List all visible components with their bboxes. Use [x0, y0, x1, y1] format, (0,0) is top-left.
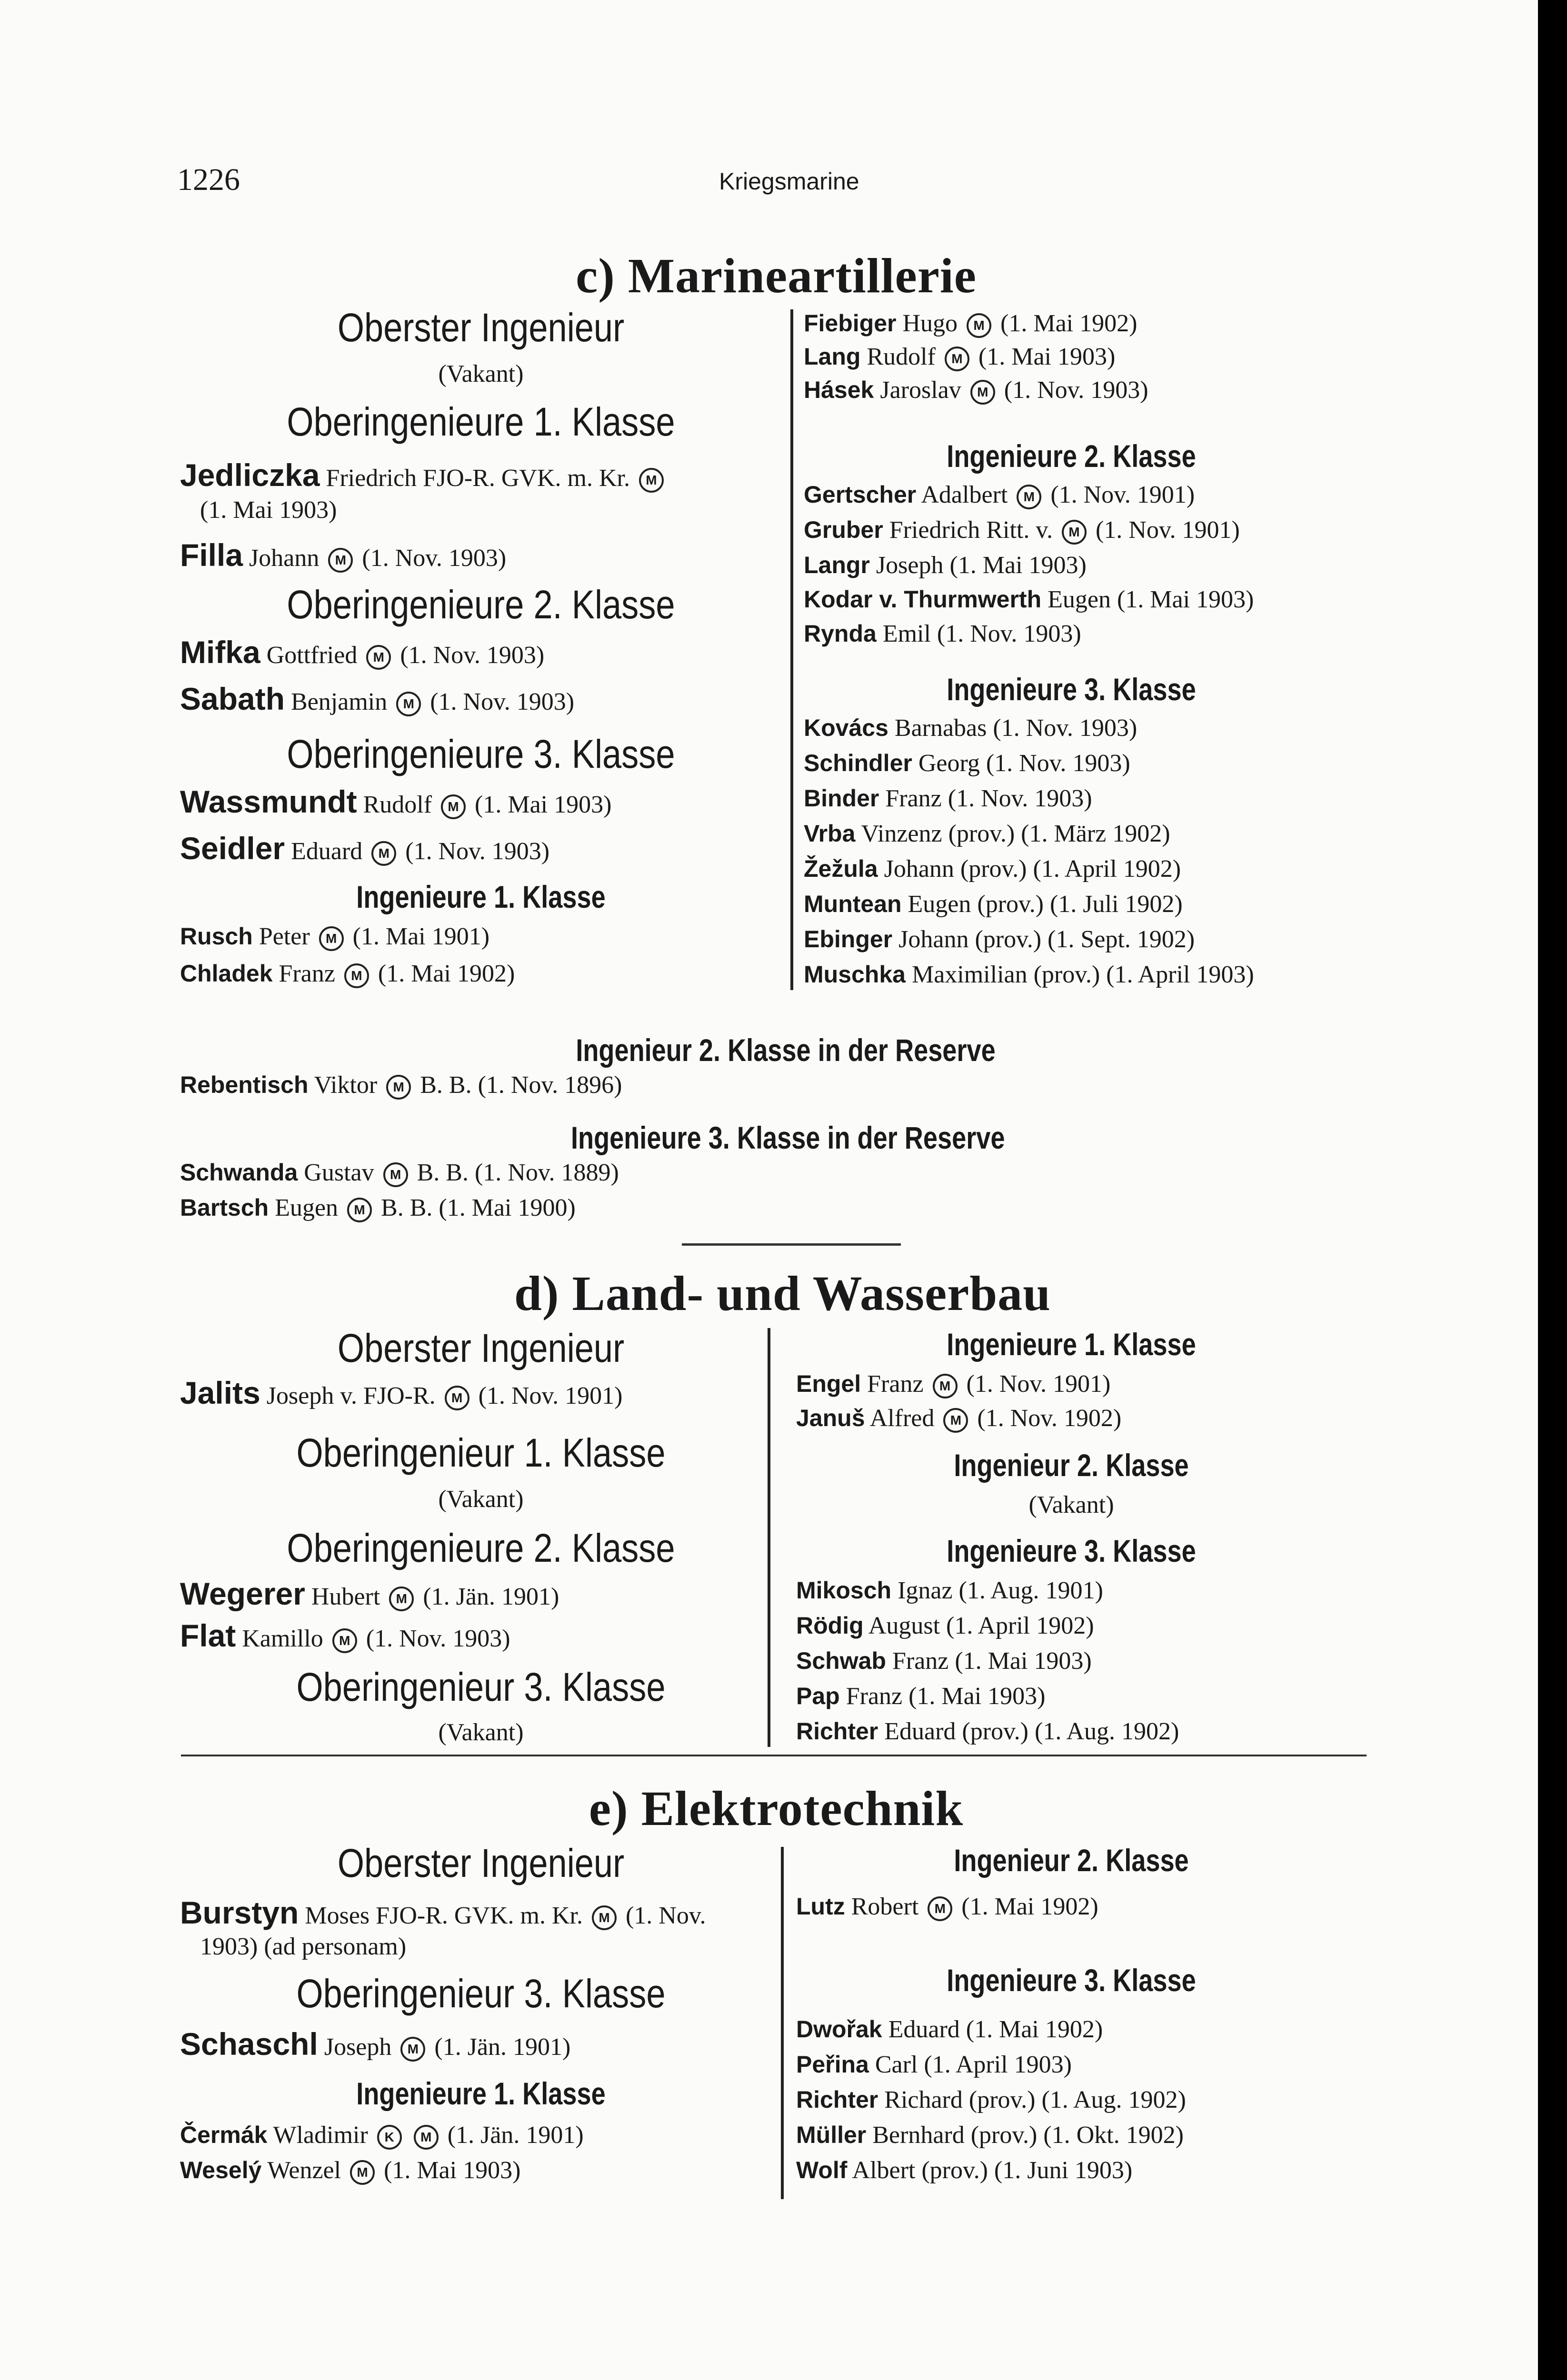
date: (1. Nov. 1903)	[362, 545, 507, 572]
section-title-e: e) Elektrotechnik	[589, 1781, 964, 1836]
c-vakant-1: (Vakant)	[438, 360, 524, 387]
entry-chladek	[180, 960, 515, 988]
date: (1. Jän. 1901)	[423, 1583, 559, 1610]
details: Friedrich FJO-R. GVK. m. Kr.	[326, 465, 630, 492]
c-heading-reserve-3: Ingenieure 3. Klasse in der Reserve	[571, 1120, 1005, 1155]
entry-burstyn-line2: 1903) (ad personam)	[200, 1933, 407, 1960]
details: Benjamin	[291, 688, 388, 715]
name: Rynda	[804, 620, 877, 647]
name: Langr	[804, 552, 870, 578]
m-badge-icon: M	[386, 1075, 411, 1100]
entry-vrba	[804, 820, 1170, 848]
name: Wolf	[796, 2157, 848, 2183]
details: Eugen (1. Mai 1903)	[1048, 586, 1254, 613]
entry-perina	[796, 2051, 1072, 2079]
date: (1. Nov. 1901)	[966, 1370, 1111, 1398]
details: Johann	[249, 545, 319, 572]
entry-schwab	[796, 1647, 1092, 1675]
d-heading-ober-1: Oberingenieur 1. Klasse	[296, 1430, 666, 1475]
details: Gottfried	[266, 642, 358, 669]
date: (1. Jän. 1901)	[434, 2033, 571, 2061]
details: Ignaz (1. Aug. 1901)	[898, 1577, 1103, 1604]
entry-muller	[796, 2121, 1184, 2149]
name: Vrba	[804, 820, 856, 847]
entry-ebinger	[804, 925, 1195, 953]
details: Jaroslav	[880, 377, 961, 404]
e-right-heading-ing-2: Ingenieur 2. Klasse	[954, 1843, 1189, 1878]
name: Wassmundt	[180, 784, 357, 819]
c-heading-reserve-2: Ingenieur 2. Klasse in der Reserve	[576, 1032, 996, 1068]
details: Robert	[851, 1893, 919, 1920]
date: (1. Nov. 1901)	[1050, 481, 1195, 508]
name: Sabath	[180, 681, 285, 716]
date: (1. Mai 1901)	[352, 923, 490, 950]
details: Moses FJO-R. GVK. m. Kr.	[305, 1902, 583, 1929]
name: Muntean	[804, 891, 902, 917]
d-vakant-2: (Vakant)	[438, 1486, 524, 1513]
details: Wenzel	[267, 2157, 341, 2184]
date: (1. Mai 1903)	[978, 343, 1116, 370]
m-badge-icon: M	[943, 1408, 968, 1433]
date: (1. Nov. 1901)	[1095, 516, 1240, 544]
entry-wolf	[796, 2156, 1132, 2184]
entry-schindler	[804, 749, 1130, 777]
details: Joseph	[324, 2033, 392, 2061]
section-title-d: d) Land- und Wasserbau	[514, 1266, 1051, 1321]
m-badge-icon: M	[928, 1896, 952, 1921]
entry-wegerer	[180, 1576, 559, 1612]
date: (1. Nov. 1903)	[1004, 377, 1148, 404]
column-divider-d	[768, 1328, 770, 1747]
entry-lang	[804, 343, 1115, 371]
date: (1. Nov. 1903)	[400, 642, 545, 669]
entry-langr	[804, 551, 1087, 579]
details: Friedrich Ritt. v.	[889, 516, 1053, 544]
d-heading-ober-3: Oberingenieur 3. Klasse	[296, 1665, 666, 1709]
name: Schaschl	[180, 2026, 318, 2062]
entry-wassmundt	[180, 783, 611, 820]
date: B. B. (1. Nov. 1889)	[417, 1159, 619, 1186]
date: (1. Jän. 1901)	[447, 2122, 584, 2149]
entry-flat	[180, 1617, 510, 1654]
column-divider-c	[790, 309, 793, 990]
entry-schaschl	[180, 2026, 570, 2062]
name: Bartsch	[180, 1194, 269, 1221]
m-badge-icon: M	[383, 1162, 408, 1187]
entry-fiebiger	[804, 309, 1137, 338]
date: (1. Mai 1902)	[378, 960, 515, 987]
details: Gustav	[304, 1159, 374, 1186]
details: Hubert	[311, 1583, 380, 1610]
date: (1. Mai 1903)	[475, 791, 612, 818]
date: (1. Nov. 1902)	[977, 1405, 1122, 1432]
entry-seidler	[180, 830, 549, 866]
d-heading-oberster: Oberster Ingenieur	[337, 1326, 625, 1370]
entry-zezula	[804, 855, 1181, 883]
details: Johann (prov.) (1. April 1902)	[884, 855, 1181, 883]
entry-richter-richard	[796, 2086, 1186, 2114]
details: Eduard (1. Mai 1902)	[888, 2016, 1103, 2043]
details: Wladimir	[273, 2122, 368, 2149]
entry-rusch	[180, 922, 489, 951]
entry-gruber	[804, 516, 1240, 545]
m-badge-icon: M	[414, 2125, 439, 2150]
name: Jedliczka	[180, 457, 320, 493]
details: Joseph v. FJO-R.	[266, 1382, 436, 1409]
name: Ebinger	[804, 926, 893, 952]
name: Pap	[796, 1683, 840, 1709]
section-divider-2	[181, 1755, 1367, 1756]
d-right-heading-ing-2: Ingenieur 2. Klasse	[954, 1448, 1189, 1483]
name: Lutz	[796, 1893, 845, 1920]
m-badge-icon: M	[319, 926, 344, 951]
date: (1. Nov. 1903)	[366, 1625, 510, 1652]
details: Adalbert	[921, 481, 1008, 508]
details: Franz	[279, 960, 335, 987]
name: Mifka	[180, 635, 260, 670]
name: Wegerer	[180, 1576, 305, 1611]
m-badge-icon: M	[639, 468, 664, 493]
d-right-vakant: (Vakant)	[1028, 1491, 1114, 1518]
details: Franz	[867, 1370, 924, 1398]
details: Viktor	[314, 1071, 378, 1099]
name: Richter	[796, 2086, 878, 2113]
name: Dwořak	[796, 2016, 882, 2043]
m-badge-icon: M	[389, 1587, 414, 1611]
m-badge-icon: M	[347, 1198, 372, 1222]
e-heading-oberster: Oberster Ingenieur	[337, 1841, 625, 1885]
date: B. B. (1. Nov. 1896)	[420, 1071, 622, 1099]
m-badge-icon: M	[396, 692, 421, 716]
d-heading-ober-2: Oberingenieure 2. Klasse	[287, 1526, 675, 1570]
entry-sabath	[180, 681, 574, 717]
date: (1. Mai 1903)	[384, 2157, 521, 2184]
entry-pap	[796, 1682, 1046, 1710]
m-badge-icon: M	[366, 645, 391, 670]
name: Januš	[796, 1405, 865, 1431]
name: Muschka	[804, 961, 906, 988]
column-divider-e	[781, 1847, 784, 2199]
details: Rudolf	[363, 791, 432, 818]
entry-mikosch	[796, 1577, 1103, 1605]
entry-cermak	[180, 2121, 584, 2150]
name: Gruber	[804, 516, 883, 543]
section-divider-1	[682, 1243, 901, 1246]
details: Johann (prov.) (1. Sept. 1902)	[898, 926, 1195, 953]
date: (1. Mai 1902)	[961, 1893, 1098, 1920]
name: Jalits	[180, 1375, 260, 1410]
name: Engel	[796, 1370, 861, 1397]
name: Seidler	[180, 831, 285, 866]
m-badge-icon: M	[592, 1905, 617, 1930]
c-heading-ing-1: Ingenieure 1. Klasse	[356, 879, 606, 914]
date: (1. Nov.	[625, 1902, 706, 1929]
name: Chladek	[180, 960, 273, 987]
c-right-heading-ing-3: Ingenieure 3. Klasse	[947, 672, 1196, 707]
date: (1. Mai 1902)	[1000, 310, 1138, 337]
d-vakant-4: (Vakant)	[438, 1719, 524, 1746]
name: Mikosch	[796, 1577, 892, 1604]
details: Eugen	[275, 1194, 339, 1221]
m-badge-icon: M	[344, 963, 369, 988]
k-badge-icon: K	[377, 2125, 402, 2150]
details: Franz (1. Mai 1903)	[846, 1683, 1046, 1710]
details: Hugo	[902, 310, 958, 337]
details: Barnabas (1. Nov. 1903)	[894, 714, 1138, 742]
m-badge-icon: M	[328, 548, 353, 573]
details: Vinzenz (prov.) (1. März 1902)	[861, 820, 1170, 847]
details: Bernhard (prov.) (1. Okt. 1902)	[872, 2122, 1184, 2149]
name: Rödig	[796, 1612, 864, 1639]
entry-muschka	[804, 961, 1254, 989]
d-right-heading-ing-1: Ingenieure 1. Klasse	[947, 1327, 1196, 1362]
details: Emil (1. Nov. 1903)	[882, 620, 1081, 647]
m-badge-icon: M	[967, 313, 991, 338]
entry-muntean	[804, 890, 1183, 918]
details: Franz (1. Nov. 1903)	[885, 785, 1092, 812]
details: Peter	[259, 923, 310, 950]
details: Georg (1. Nov. 1903)	[918, 750, 1130, 777]
name: Kovács	[804, 714, 888, 741]
name: Rebentisch	[180, 1071, 309, 1098]
entry-dworak	[796, 2015, 1103, 2043]
details: Richard (prov.) (1. Aug. 1902)	[884, 2086, 1186, 2113]
entry-burstyn	[180, 1894, 706, 1931]
details: Eugen (prov.) (1. Juli 1902)	[908, 891, 1183, 918]
details: Joseph (1. Mai 1903)	[876, 552, 1087, 579]
entry-jedliczka-date: (1. Mai 1903)	[200, 496, 337, 524]
m-badge-icon: M	[332, 1628, 357, 1653]
name: Flat	[180, 1618, 236, 1653]
m-badge-icon: M	[350, 2160, 375, 2185]
date: (1. Nov. 1903)	[405, 838, 550, 865]
c-heading-oberster: Oberster Ingenieur	[337, 305, 625, 350]
entry-schwanda	[180, 1159, 619, 1187]
name: Weselý	[180, 2157, 262, 2183]
name: Filla	[180, 537, 243, 573]
e-heading-ober-3: Oberingenieur 3. Klasse	[296, 1971, 666, 2016]
details: Kamillo	[242, 1625, 323, 1652]
entry-kovacs	[804, 714, 1137, 742]
entry-binder	[804, 784, 1092, 813]
m-badge-icon: M	[400, 2037, 425, 2062]
running-title: Kriegsmarine	[719, 168, 859, 195]
c-heading-ober-3: Oberingenieure 3. Klasse	[287, 732, 675, 776]
date: (1. Nov. 1903)	[430, 688, 575, 715]
name: Müller	[796, 2122, 867, 2148]
entry-richter-eduard	[796, 1717, 1179, 1745]
section-title-c: c) Marineartillerie	[576, 248, 977, 303]
name: Schindler	[804, 750, 912, 776]
name: Schwanda	[180, 1159, 298, 1186]
m-badge-icon: M	[945, 347, 969, 371]
c-right-heading-ing-2: Ingenieure 2. Klasse	[947, 438, 1196, 474]
m-badge-icon: M	[1017, 485, 1041, 509]
entry-rynda	[804, 620, 1081, 648]
name: Binder	[804, 785, 879, 812]
entry-rodig	[796, 1612, 1094, 1640]
entry-jalits	[180, 1375, 622, 1411]
c-heading-ober-2: Oberingenieure 2. Klasse	[287, 582, 675, 627]
entry-hasek	[804, 376, 1148, 405]
m-badge-icon: M	[1062, 520, 1087, 545]
d-right-heading-ing-3: Ingenieure 3. Klasse	[947, 1533, 1196, 1568]
entry-wesely	[180, 2156, 521, 2185]
details: Eduard (prov.) (1. Aug. 1902)	[884, 1718, 1179, 1745]
c-heading-ober-1: Oberingenieure 1. Klasse	[287, 399, 675, 444]
details: Maximilian (prov.) (1. April 1903)	[911, 961, 1254, 988]
e-right-heading-ing-3: Ingenieure 3. Klasse	[947, 1963, 1196, 1998]
details: Alfred	[869, 1405, 935, 1432]
name: Rusch	[180, 923, 253, 950]
name: Burstyn	[180, 1895, 299, 1930]
entry-bartsch	[180, 1194, 576, 1222]
date: B. B. (1. Mai 1900)	[381, 1194, 576, 1221]
entry-janus	[796, 1404, 1121, 1433]
scan-border	[1538, 0, 1567, 2380]
name: Lang	[804, 343, 861, 370]
name: Schwab	[796, 1647, 886, 1674]
details: Albert (prov.) (1. Juni 1903)	[852, 2157, 1133, 2184]
entry-gertscher	[804, 481, 1195, 509]
e-heading-ing-1: Ingenieure 1. Klasse	[356, 2076, 606, 2111]
entry-jedliczka	[180, 457, 667, 493]
entry-engel	[796, 1370, 1110, 1398]
page-number: 1226	[177, 162, 240, 197]
entry-kodar	[804, 585, 1254, 614]
m-badge-icon: M	[371, 841, 396, 866]
m-badge-icon: M	[445, 1386, 469, 1410]
m-badge-icon: M	[933, 1374, 958, 1398]
entry-lutz	[796, 1893, 1098, 1921]
name: Peřina	[796, 2051, 869, 2078]
name: Fiebiger	[804, 310, 897, 337]
details: Carl (1. April 1903)	[875, 2051, 1072, 2078]
m-badge-icon: M	[970, 380, 995, 405]
entry-filla	[180, 537, 506, 573]
entry-rebentisch	[180, 1071, 622, 1100]
name: Hásek	[804, 377, 874, 403]
details: Franz (1. Mai 1903)	[892, 1647, 1092, 1675]
details: Rudolf	[867, 343, 936, 370]
details: Eduard	[291, 838, 363, 865]
date: (1. Nov. 1901)	[478, 1382, 623, 1409]
name: Čermák	[180, 2122, 268, 2148]
entry-mifka	[180, 634, 544, 670]
name: Žežula	[804, 855, 878, 882]
name: Gertscher	[804, 481, 917, 508]
name: Kodar v. Thurmwerth	[804, 586, 1042, 613]
m-badge-icon: M	[441, 794, 466, 819]
name: Richter	[796, 1718, 878, 1745]
details: August (1. April 1902)	[868, 1612, 1094, 1639]
